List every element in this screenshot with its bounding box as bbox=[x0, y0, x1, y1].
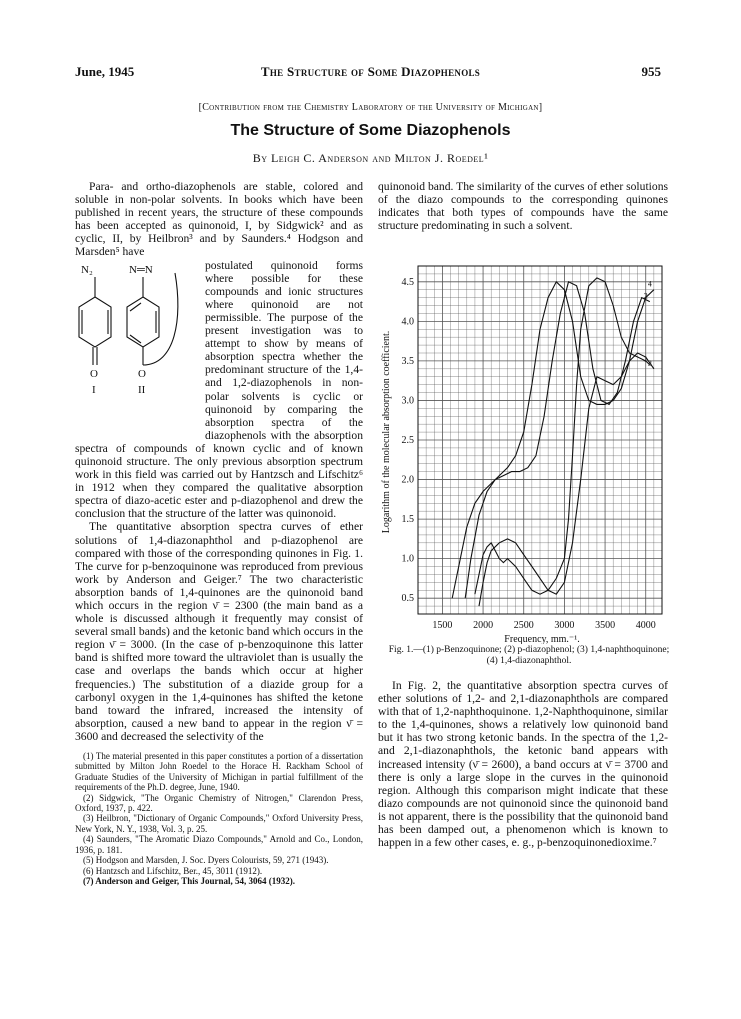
page-number: 955 bbox=[641, 64, 661, 79]
y-tick-label: 4.0 bbox=[401, 316, 414, 328]
footnote-5: (5) Hodgson and Marsden, J. Soc. Dyers Colourists, 59, 271 (1943). bbox=[83, 855, 329, 866]
figure-caption: Fig. 1.—(1) p-Benzoquinone; (2) p-diazophenol; (3) 1,4-naphthoquinone; (4) 1,4-diazonaphthol. bbox=[388, 645, 670, 666]
series-label: 4 bbox=[647, 279, 652, 289]
running-header-date: June, 1945 bbox=[75, 64, 135, 79]
paragraph-intro-start: Para- and ortho-diazophenols are stable, colored and soluble in non-polar solvents. In books which have been published in recent years, the structure of these compounds has been accepted as quinonoid, I, by Sidgwick² and as cyclic, II, by Heilbron³ and by Saunders.⁴ Hodgson and Marsden⁵ have bbox=[75, 180, 363, 259]
x-axis-label: Frequency, mm.⁻¹. bbox=[504, 634, 580, 644]
label-structure-I: I bbox=[92, 383, 96, 396]
chart-curves bbox=[452, 278, 654, 606]
right-column-top bbox=[378, 180, 668, 232]
y-axis-label: Logarithm of the molecular absorption coefficient. bbox=[381, 330, 392, 534]
footnote-7: (7) Anderson and Geiger, This Journal, 54, 3064 (1932). bbox=[83, 875, 296, 886]
figure-1 bbox=[380, 262, 672, 672]
x-tick-label: 4000 bbox=[635, 620, 656, 631]
y-tick-label: 3.0 bbox=[401, 395, 414, 407]
chart-grid bbox=[418, 266, 662, 614]
x-tick-label: 3000 bbox=[554, 620, 575, 631]
x-tick-label: 1500 bbox=[432, 620, 453, 631]
x-tick-label: 3500 bbox=[595, 620, 616, 631]
y-tick-label: 4.5 bbox=[401, 276, 414, 288]
footnote-1: (1) The material presented in this paper constitutes a portion of a dissertation submitted by Milton John Roedel to the Horace H. Rackham School of Graduate Studies of the University of Michigan in partial fulfillment of the requirements of the Ph.D. degree, June, 1940. bbox=[75, 751, 363, 793]
label-oxygen: O bbox=[90, 367, 98, 380]
y-tick-label: 0.5 bbox=[401, 593, 414, 605]
author-line: By Leigh C. Anderson and Milton J. Roedel¹ bbox=[252, 151, 489, 165]
right-column-bottom bbox=[378, 679, 668, 849]
x-tick-label: 2000 bbox=[473, 620, 494, 631]
paragraph-fig2-discussion: In Fig. 2, the quantitative absorption spectra curves of ether solutions of 1,2- and 2,1-diazonaphthols are compared with that of 1,2-naphthoquinone. 1,2-Naphthoquinone, similar to the 1,4-quinones, shows a relatively low quinonoid band but it has two strong ketonic bands. In the spectra of the 1,2- and 2,1-diazonaphthols, the ketonic band appears with increased intensity (ν̄ = 2600), a band occurs at ν̄ = 3700 and there is only a large slope in the curves in the quinonoid region. Although this comparison might indicate that these diazo compounds are not quinonoid since the quinonoid band is not apparent, there is the possibility that the quinonoid band has been damped out, a phenomenon which is known to happen in a few other cases, e. g., p-benzoquinonedioxime.⁷ bbox=[378, 679, 668, 850]
structure-drawings bbox=[75, 259, 199, 437]
contribution-line: [Contribution from the Chemistry Laboratory of the University of Michigan] bbox=[198, 102, 543, 113]
structure-I-icon bbox=[79, 277, 111, 365]
series-label: 2 bbox=[643, 291, 648, 301]
paragraph-fig1-conclusion: quinonoid band. The similarity of the curves of ether solutions of the diazo compounds to the corresponding quinones indicates that both types of compounds have the same structure predominating in such a solvent. bbox=[378, 180, 668, 233]
footnotes bbox=[75, 751, 363, 886]
diazophenol-structures-svg bbox=[75, 259, 199, 437]
absorption-spectra-chart bbox=[380, 262, 672, 644]
series-label: 1 bbox=[643, 354, 648, 364]
series-label: 3 bbox=[647, 358, 652, 368]
footnote-3: (3) Heilbron, "Dictionary of Organic Compounds," Oxford University Press, New York, N. Y., 1938, Vol. 3, p. 25. bbox=[75, 813, 363, 834]
structure-II-icon bbox=[127, 273, 178, 365]
series-line-1 bbox=[475, 278, 650, 594]
running-header-title: The Structure of Some Diazophenols bbox=[260, 64, 481, 79]
y-tick-label: 2.5 bbox=[401, 435, 414, 446]
footnote-6: (6) Hantzsch and Lifschitz, Ber., 45, 3011 (1912). bbox=[83, 865, 263, 876]
label-oxygen-II: O bbox=[138, 367, 146, 380]
x-tick-label: 2500 bbox=[513, 620, 534, 631]
label-structure-II: II bbox=[138, 383, 146, 396]
y-tick-label: 2.0 bbox=[401, 474, 414, 486]
footnote-2: (2) Sidgwick, "The Organic Chemistry of Nitrogen," Clarendon Press, Oxford, 1937, p. 422. bbox=[75, 792, 363, 814]
label-n2: N₂ bbox=[81, 263, 93, 276]
y-tick-label: 1.5 bbox=[401, 514, 414, 526]
article-title: The Structure of Some Diazophenols bbox=[230, 122, 511, 139]
footnote-4: (4) Saunders, "The Aromatic Diazo Compounds," Arnold and Co., London, 1936, p. 181. bbox=[75, 834, 363, 855]
chart-tick-labels bbox=[402, 277, 656, 631]
left-column bbox=[75, 180, 363, 886]
paragraph-fig1-discussion: The quantitative absorption spectra curves of ether solutions of 1,4-diazonaphthol and p-diazophenol are compared with those of the corresponding quinones in Fig. 1. The curve for p-benzoquinone was reproduced from previous work by Anderson and Geiger.⁷ The two characteristic absorption bands of 1,4-quinones are the quinonoid band which occurs in the region ν̄ = 2300 (the main band as a whole is discussed although it frequently may consist of several small bands) and the ketonic band which occurs in the region ν̄ = 3000. (In the case of p-benzoquinone this latter band is shifted more toward the ultraviolet than is usually the case and overlaps the bands which occur at higher frequencies.) The substitution of a diazide group for a carbonyl oxygen in the 1,4-quinones has shifted the ketone band toward the infrared, increased the intensity of absorption, caused a new band to appear in the region ν̄ = 3600 and decreased the selectivity of the bbox=[75, 520, 363, 743]
y-tick-label: 3.5 bbox=[401, 355, 414, 367]
y-tick-label: 1.0 bbox=[401, 553, 414, 565]
label-n-eq-n: N═N bbox=[129, 263, 153, 276]
paragraph-intro-continued: postulated quinonoid forms where possible for these compounds and ionic structures where quinonoid are not permissible. The purpose of the present investigation was to attempt to show by means of absorption spectra whether the predominant structure of the 1,4- and 1,2-diazophenols in non-polar solvents is cyclic or quinonoid by comparing the absorption spectra of the diazophenols with the absorption spectra of compounds of known cyclic and of known quinonoid structure. The only previous absorption spectrum work in this field was carried out by Hantzsch and Lifschitz⁶ in 1912 when they compared the qualitative absorption spectra of diazo-acetic ester and p-diazophenol and drew the conclusion that the structure of the latter was quinonoid. bbox=[75, 258, 363, 521]
